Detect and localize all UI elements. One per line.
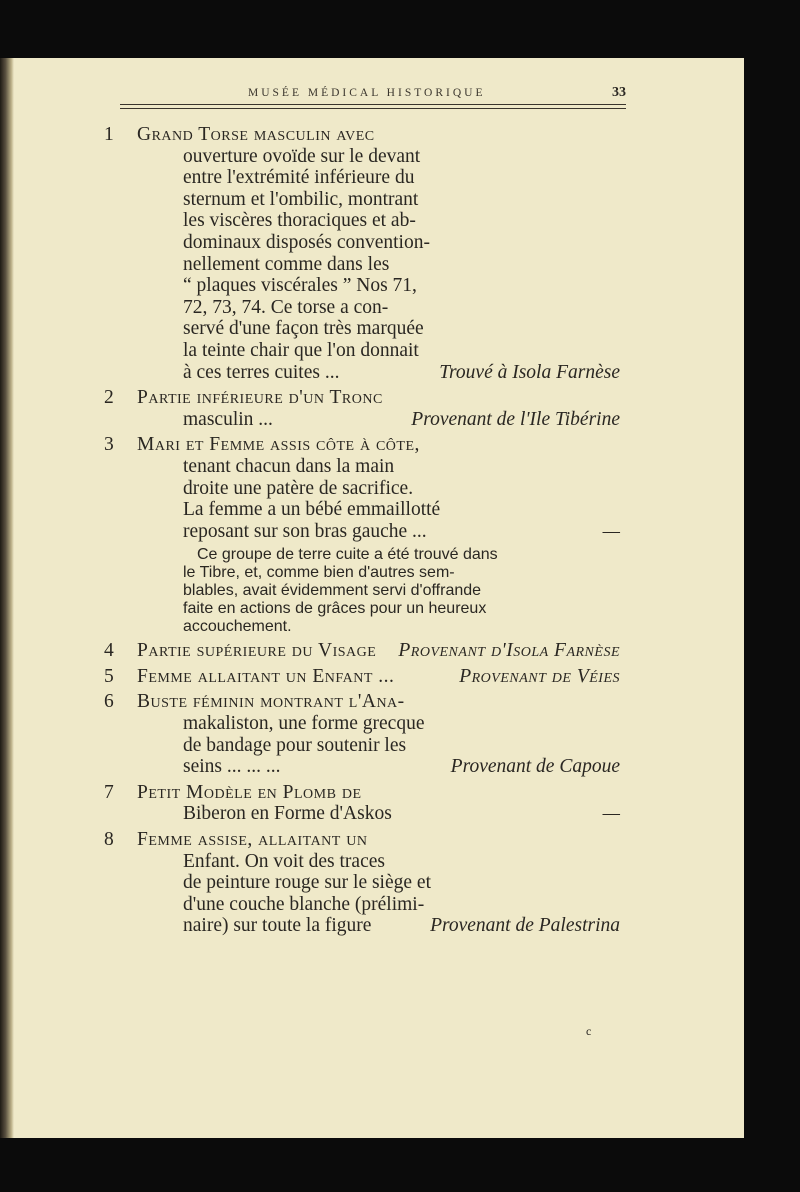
book-binding <box>0 58 14 1138</box>
entry-line: de bandage pour soutenir les <box>183 734 407 756</box>
entry-note <box>183 546 583 636</box>
entry-number: 6 <box>104 691 114 713</box>
entry-line: reposant sur son bras gauche ... — <box>183 520 620 542</box>
catalogue-entry <box>104 387 644 430</box>
entry-line: Femme assise, allaitant un <box>137 829 368 851</box>
catalogue-entries <box>104 124 644 941</box>
entry-line: makaliston, une forme grecque <box>183 713 425 735</box>
entry-line: d'une couche blanche (prélimi- <box>183 893 425 915</box>
note-line: faite en actions de grâces pour un heureux <box>183 600 487 618</box>
entry-provenance: Provenant de Capoue <box>450 756 620 778</box>
entry-line: Partie inférieure d'un Tronc <box>137 387 383 409</box>
entry-provenance: — <box>602 803 620 825</box>
entry-number: 1 <box>104 124 114 145</box>
entry-body <box>137 782 644 825</box>
entry-line: Femme allaitant un Enfant ... Provenant de Véies <box>137 665 620 687</box>
entry-body <box>137 387 644 430</box>
entry-line: entre l'extrémité inférieure du <box>183 167 415 189</box>
entry-provenance: Provenant d'Isola Farnèse <box>398 640 620 662</box>
catalogue-entry <box>104 640 644 662</box>
entry-line: tenant chacun dans la main <box>183 455 395 477</box>
entry-body <box>137 640 644 662</box>
entry-line: à ces terres cuites ... Trouvé à Isola Farnèse <box>183 361 620 383</box>
entry-line: Petit Modèle en Plomb de <box>137 781 362 803</box>
entry-line: La femme a un bébé emmaillotté <box>183 499 441 521</box>
entry-number: 5 <box>104 665 114 687</box>
entry-line: 72, 73, 74. Ce torse a con- <box>183 296 389 318</box>
page-header <box>120 85 626 105</box>
catalogue-entry <box>104 434 644 636</box>
entry-body <box>137 829 644 937</box>
entry-line: Grand Torse masculin avec <box>137 124 375 145</box>
entry-body <box>137 666 644 688</box>
entry-body <box>137 434 644 636</box>
entry-line: Partie supérieure du Visage Provenant d'Isola Farnèse <box>137 640 620 662</box>
note-line: Ce groupe de terre cuite a été trouvé dans <box>197 546 498 564</box>
catalogue-entry <box>104 782 644 825</box>
entry-line: seins ... ... ... Provenant de Capoue <box>183 756 620 778</box>
entry-provenance: — <box>602 520 620 542</box>
entry-line: droite une patère de sacrifice. <box>183 477 414 499</box>
entry-line: dominaux disposés convention- <box>183 231 430 253</box>
entry-line: naire) sur toute la figure Provenant de Palestrina <box>183 915 620 937</box>
entry-line: masculin ... Provenant de l'Ile Tibérine <box>183 408 620 430</box>
entry-line: Enfant. On voit des traces <box>183 850 385 872</box>
entry-number: 3 <box>104 434 114 456</box>
header-rule <box>120 104 626 105</box>
entry-number: 8 <box>104 829 114 851</box>
entry-number: 2 <box>104 387 114 409</box>
entry-provenance: Provenant de Véies <box>459 665 620 687</box>
entry-line: Mari et Femme assis côte à côte, <box>137 434 420 456</box>
signature-mark: c <box>586 1024 592 1038</box>
entry-provenance: Provenant de Palestrina <box>430 915 620 937</box>
catalogue-entry <box>104 829 644 937</box>
entry-line: nellement comme dans les <box>183 253 390 275</box>
catalogue-entry <box>104 124 644 383</box>
entry-provenance: Trouvé à Isola Farnèse <box>439 361 620 383</box>
entry-line: ouverture ovoïde sur le devant <box>183 145 421 167</box>
entry-line: la teinte chair que l'on donnait <box>183 339 419 361</box>
entry-body <box>137 124 644 383</box>
entry-line: sternum et l'ombilic, montrant <box>183 188 419 210</box>
entry-line: Biberon en Forme d'Askos — <box>183 803 620 825</box>
entry-number: 4 <box>104 640 114 662</box>
entry-provenance: Provenant de l'Ile Tibérine <box>411 408 620 430</box>
entry-number: 7 <box>104 781 114 803</box>
entry-line: servé d'une façon très marquée <box>183 318 424 340</box>
entry-line: les viscères thoraciques et ab- <box>183 210 416 232</box>
entry-line: Buste féminin montrant l'Ana- <box>137 691 405 713</box>
note-line: accouchement. <box>183 618 292 636</box>
header-rule <box>120 108 626 109</box>
entry-body <box>137 691 644 777</box>
page-number: 33 <box>612 85 626 100</box>
entry-line: de peinture rouge sur le siège et <box>183 872 431 894</box>
note-line: blables, avait évidemment servi d'offrande <box>183 582 482 600</box>
note-line: le Tibre, et, comme bien d'autres sem- <box>183 564 455 582</box>
running-title: MUSÉE MÉDICAL HISTORIQUE <box>248 87 486 99</box>
catalogue-entry <box>104 666 644 688</box>
catalogue-entry <box>104 691 644 777</box>
entry-line: “ plaques viscérales ” Nos 71, <box>183 275 417 297</box>
